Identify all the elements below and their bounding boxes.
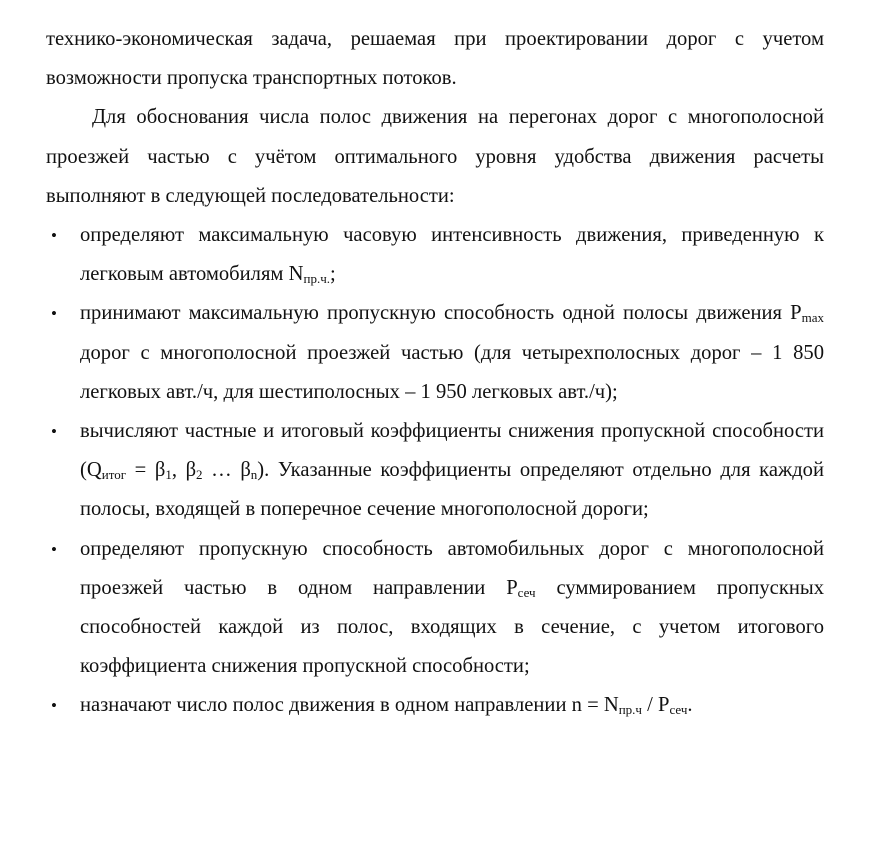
subscript: 1	[165, 467, 172, 483]
item-text: принимают максимальную пропускную способность одной полосы движения P	[80, 302, 802, 325]
subscript: сеч	[517, 584, 536, 600]
list-item	[46, 216, 824, 294]
item-text: вычисляют частные и итоговый коэффициенты снижения пропускной способности (Q	[80, 420, 824, 482]
subscript: пр.ч	[618, 702, 642, 718]
item-text: / P	[641, 694, 670, 717]
item-text: дорог с многополосной проезжей частью (для четырехполосных дорог – 1 850 легковых авт./ч, для шестиполосных – 1 950 легковых авт./ч);	[80, 341, 824, 403]
item-text: определяют пропускную способность автомобильных дорог с многополосной проезжей частью в одном направлении P	[80, 537, 824, 599]
item-text: назначают число полос движения в одном направлении n = N	[80, 694, 619, 717]
bullet-icon: •	[51, 226, 57, 246]
subscript: пр.ч.	[303, 271, 330, 287]
item-text: .	[687, 694, 693, 717]
item-text: ;	[329, 263, 336, 286]
list-item	[46, 412, 824, 530]
subscript: 2	[196, 467, 203, 483]
bullet-icon: •	[51, 304, 57, 324]
list-item	[46, 686, 824, 725]
intro-paragraph-end: технико-экономическая задача, решаемая при проектировании дорог с учетом возможности пропуска транспортных потоков.	[46, 28, 824, 90]
item-text: , β	[171, 459, 197, 482]
list-item	[46, 294, 824, 412]
intro-paragraph: Для обоснования числа полос движения на перегонах дорог с многополосной проезжей частью с учётом оптимального уровня удобства движения расчеты выполняют в следующей последовательности:	[46, 106, 824, 207]
document-page	[46, 20, 824, 726]
bullet-icon: •	[51, 696, 57, 716]
item-text: ). Указанные коэффициенты определяют отдельно для каждой полосы, входящей в поперечное сечение многополосной дороги;	[80, 459, 824, 521]
list-item	[46, 530, 824, 687]
bullet-icon: •	[51, 539, 57, 559]
subscript: сеч	[669, 702, 688, 718]
subscript: n	[250, 467, 258, 483]
bullet-icon: •	[51, 422, 57, 442]
item-text: … β	[202, 459, 251, 482]
item-text: определяют максимальную часовую интенсивность движения, приведенную к легковым автомобилям N	[80, 224, 824, 286]
subscript: max	[801, 310, 824, 326]
item-text: = β	[126, 459, 166, 482]
steps-list	[46, 216, 824, 726]
subscript: итог	[101, 467, 127, 483]
item-text: суммированием пропускных способностей каждой из полос, входящих в сечение, с учетом итогового коэффициента снижения пропускной способности;	[80, 576, 824, 678]
